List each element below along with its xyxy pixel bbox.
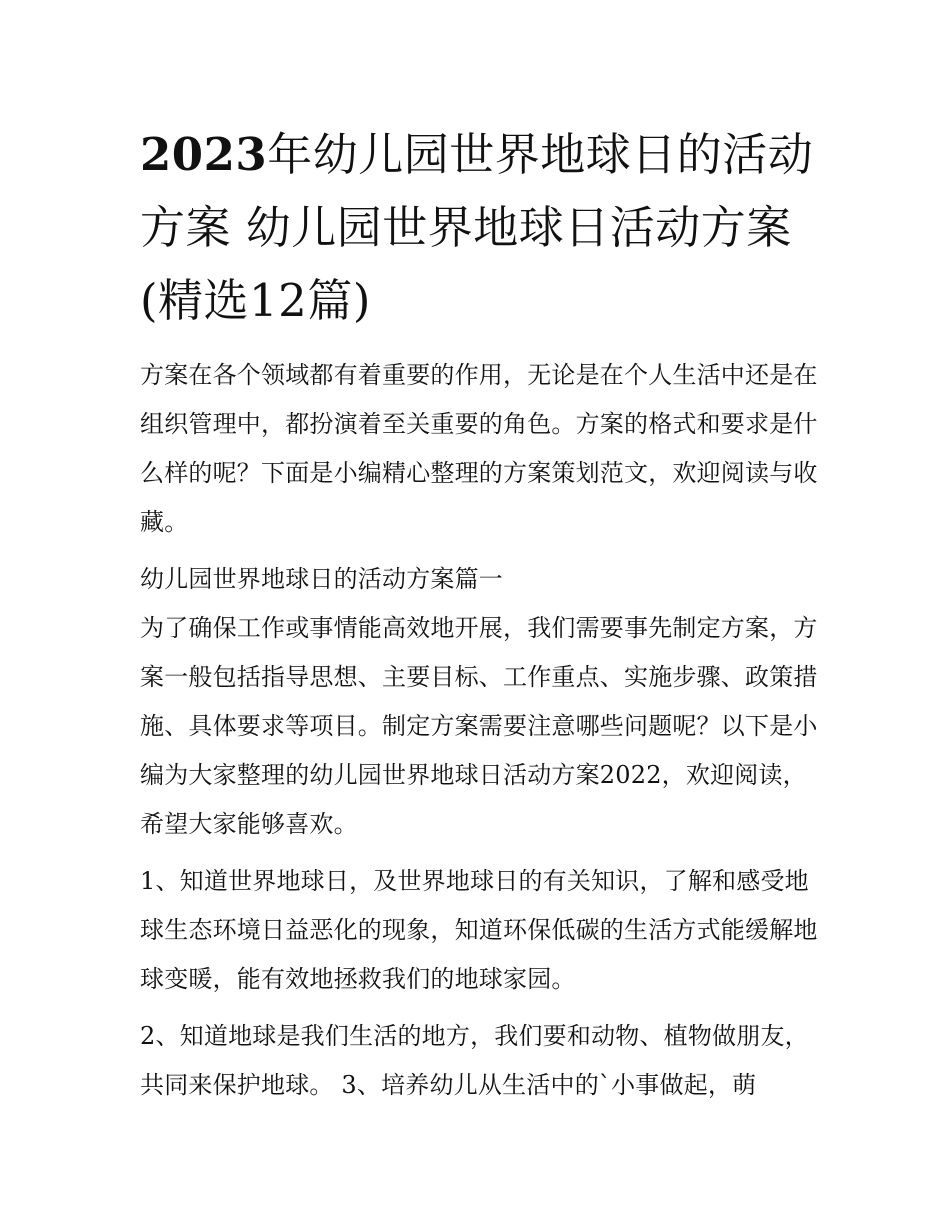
- body-paragraph: 为了确保工作或事情能高效地开展，我们需要事先制定方案，方案一般包括指导思想、主要目标、工作重点、实施步骤、政策措施、具体要求等项目。制定方案需要注意哪些问题呢？以下是小编为大家整理的幼儿园世界地球日活动方案2022，欢迎阅读，希望大家能够喜欢。: [140, 614, 818, 838]
- section-heading: 幼儿园世界地球日的活动方案篇一: [140, 565, 503, 593]
- list-item-2: 2、知道地球是我们生活的地方，我们要和动物、植物做朋友，共同来保护地球。 3、培养幼儿从生活中的`小事做起，萌: [140, 1022, 809, 1099]
- list-item-1: 1、知道世界地球日，及世界地球日的有关知识，了解和感受地球生态环境日益恶化的现象，知道环保低碳的生活方式能缓解地球变暖，能有效地拯救我们的地球家园。: [140, 867, 818, 993]
- document-page: [140, 118, 820, 1110]
- title-text: 年幼儿园世界地球日的活动方案 幼儿园世界地球日活动方案(精选12篇): [140, 128, 814, 327]
- document-title: [140, 118, 820, 337]
- intro-paragraph: 方案在各个领域都有着重要的作用，无论是在个人生活中还是在组织管理中，都扮演着至关重要的角色。方案的格式和要求是什么样的呢？下面是小编精心整理的方案策划范文，欢迎阅读与收藏。: [140, 361, 818, 536]
- title-year: 2023: [140, 128, 268, 181]
- document-body: [140, 351, 820, 1110]
